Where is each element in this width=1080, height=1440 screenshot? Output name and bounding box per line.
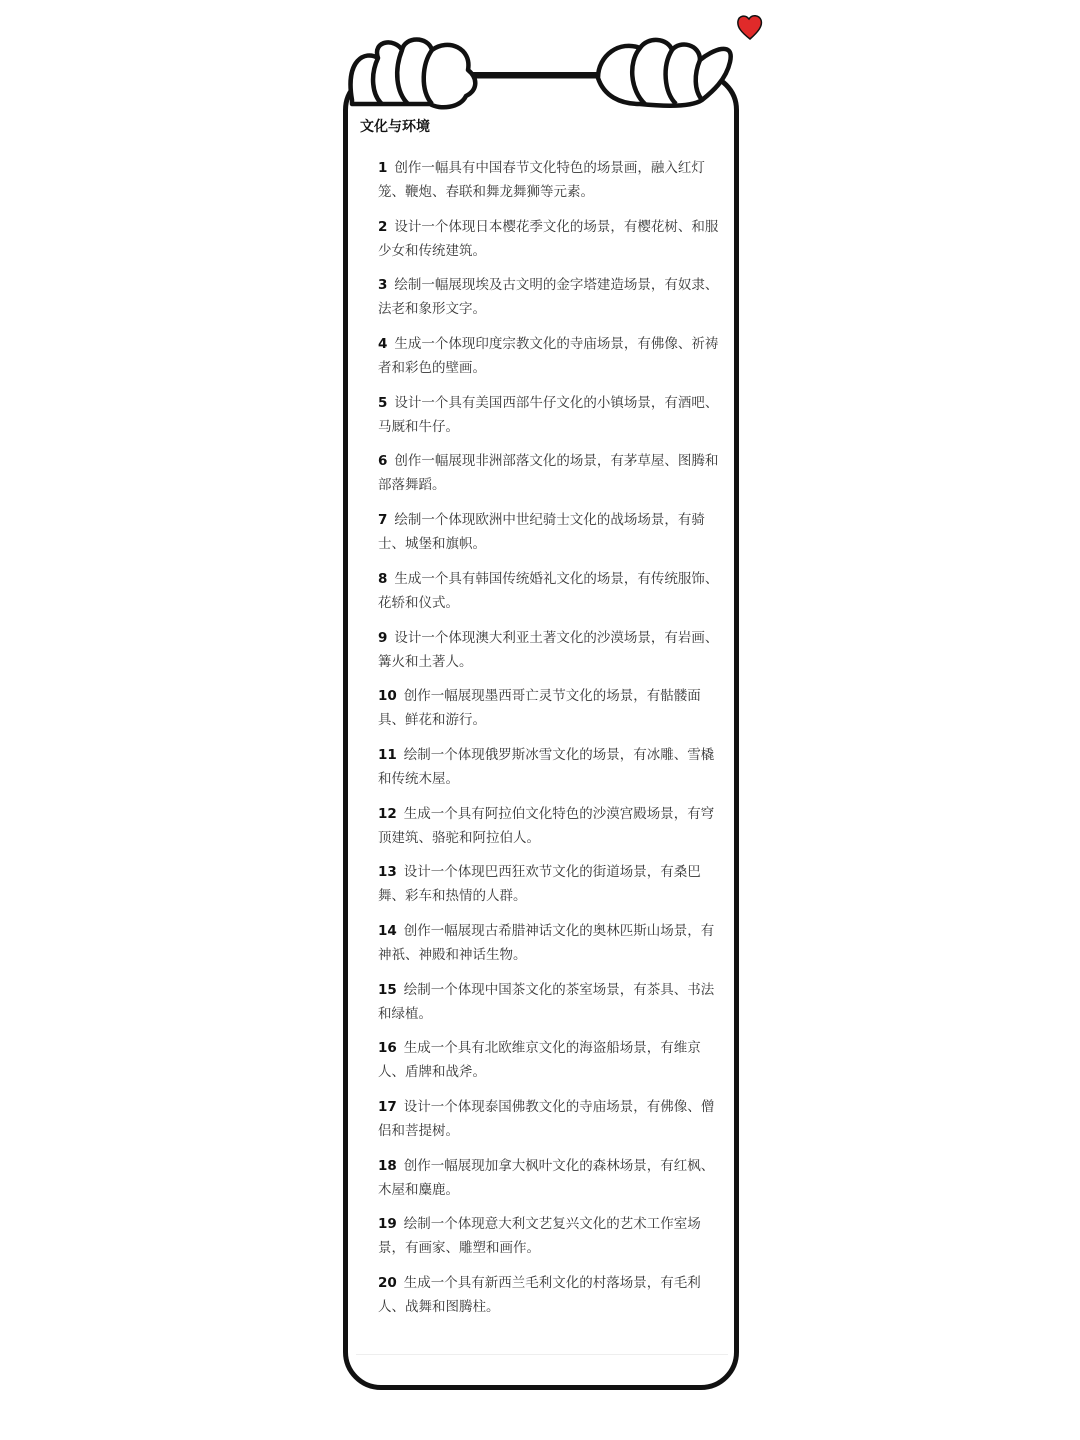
item-number: 7 — [378, 512, 388, 529]
item-number: 3 — [378, 277, 388, 294]
item-text: 生成一个具有新西兰毛利文化的村落场景，有毛利人、战舞和图腾柱。 — [378, 1275, 701, 1316]
item-text: 创作一幅具有中国春节文化特色的场景画，融入红灯笼、鞭炮、春联和舞龙舞狮等元素。 — [378, 160, 705, 200]
item-number: 19 — [378, 1216, 397, 1233]
list-item — [378, 391, 723, 450]
item-text: 生成一个具有北欧维京文化的海盗船场景，有维京人、盾牌和战斧。 — [378, 1040, 701, 1081]
item-text: 设计一个体现日本樱花季文化的场景，有樱花树、和服少女和传统建筑。 — [378, 218, 719, 259]
item-number: 12 — [378, 805, 397, 822]
list-item — [378, 626, 723, 685]
item-text: 绘制一个体现俄罗斯冰雪文化的场景，有冰雕、雪橇和传统木屋。 — [378, 746, 715, 787]
list-item — [378, 919, 723, 978]
item-text: 绘制一个体现欧洲中世纪骑士文化的战场场景，有骑士、城堡和旗帜。 — [378, 512, 705, 553]
list-item — [378, 1212, 723, 1271]
item-text: 生成一个具有韩国传统婚礼文化的场景，有传统服饰、花轿和仪式。 — [378, 570, 719, 611]
list-item — [378, 1095, 723, 1154]
prompt-list — [378, 156, 723, 1330]
item-text: 绘制一幅展现埃及古文明的金字塔建造场景，有奴隶、法老和象形文字。 — [378, 277, 719, 318]
item-number: 9 — [378, 629, 388, 646]
item-text: 创作一幅展现加拿大枫叶文化的森林场景，有红枫、木屋和麋鹿。 — [378, 1157, 715, 1198]
item-number: 16 — [378, 1040, 397, 1057]
heart-icon — [735, 12, 765, 42]
list-item — [378, 684, 723, 743]
item-text: 设计一个具有美国西部牛仔文化的小镇场景，有酒吧、马厩和牛仔。 — [378, 394, 719, 435]
list-item — [378, 332, 723, 391]
item-number: 14 — [378, 922, 397, 939]
list-item — [378, 1271, 723, 1330]
list-item — [378, 156, 723, 215]
section-title: 文化与环境 — [360, 119, 430, 135]
list-item — [378, 273, 723, 332]
item-number: 2 — [378, 218, 388, 235]
item-number: 17 — [378, 1099, 397, 1115]
item-text: 设计一个体现泰国佛教文化的寺庙场景，有佛像、僧侣和菩提树。 — [378, 1099, 715, 1139]
item-text: 生成一个体现印度宗教文化的寺庙场景，有佛像、祈祷者和彩色的壁画。 — [378, 336, 719, 377]
item-number: 1 — [378, 160, 388, 176]
item-text: 创作一幅展现古希腊神话文化的奥林匹斯山场景，有神祇、神殿和神话生物。 — [378, 922, 715, 963]
list-item — [378, 449, 723, 508]
item-number: 15 — [378, 981, 397, 998]
item-number: 11 — [378, 746, 397, 763]
list-item — [378, 1154, 723, 1213]
item-number: 10 — [378, 688, 397, 705]
list-item — [378, 802, 723, 861]
list-item — [378, 1036, 723, 1095]
list-item — [378, 215, 723, 274]
item-text: 绘制一个体现中国茶文化的茶室场景，有茶具、书法和绿植。 — [378, 981, 715, 1022]
item-text: 创作一幅展现非洲部落文化的场景，有茅草屋、图腾和部落舞蹈。 — [378, 453, 719, 494]
bottom-divider — [356, 1354, 728, 1355]
item-number: 8 — [378, 570, 388, 587]
list-item — [378, 860, 723, 919]
item-number: 5 — [378, 394, 388, 411]
item-number: 20 — [378, 1275, 397, 1292]
list-item — [378, 567, 723, 626]
item-text: 创作一幅展现墨西哥亡灵节文化的场景，有骷髅面具、鲜花和游行。 — [378, 688, 701, 729]
item-number: 6 — [378, 453, 388, 470]
list-item — [378, 508, 723, 567]
list-item — [378, 978, 723, 1037]
item-text: 生成一个具有阿拉伯文化特色的沙漠宫殿场景，有穹顶建筑、骆驼和阿拉伯人。 — [378, 805, 715, 846]
item-number: 18 — [378, 1157, 397, 1174]
item-text: 设计一个体现巴西狂欢节文化的街道场景，有桑巴舞、彩车和热情的人群。 — [378, 864, 701, 905]
item-text: 设计一个体现澳大利亚土著文化的沙漠场景，有岩画、篝火和土著人。 — [378, 629, 719, 670]
item-text: 绘制一个体现意大利文艺复兴文化的艺术工作室场景，有画家、雕塑和画作。 — [378, 1216, 701, 1257]
item-number: 4 — [378, 336, 388, 353]
item-number: 13 — [378, 864, 397, 881]
list-item — [378, 743, 723, 802]
